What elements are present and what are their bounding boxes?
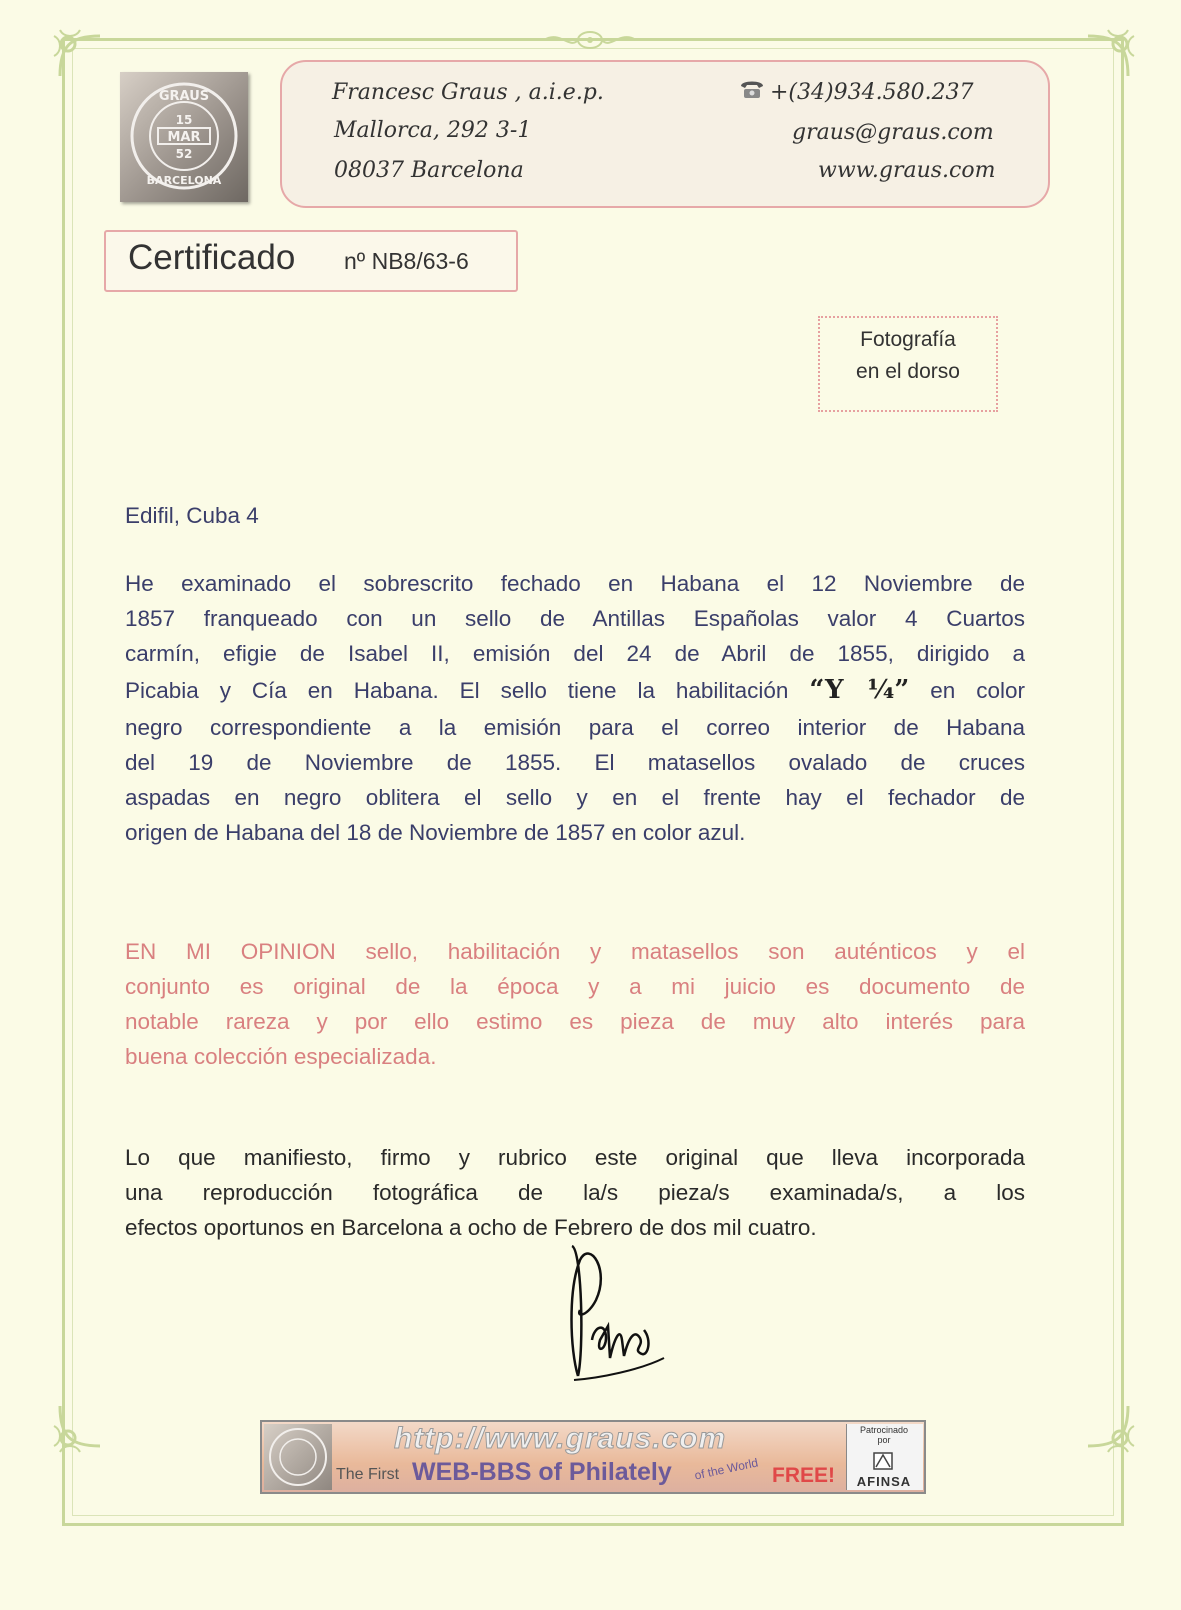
top-ornament-icon	[540, 28, 640, 52]
paragraph-line	[125, 934, 1025, 969]
banner-tagline-prefix: The First	[336, 1466, 400, 1483]
paragraph-line: del 19 de Noviembre de 1855. El matasellos ovalado de cruces	[125, 750, 1025, 775]
letterhead-address-1: Mallorca, 292 3-1	[334, 118, 532, 143]
sponsor-logo-icon	[872, 1452, 894, 1470]
handwritten-signature	[540, 1230, 680, 1400]
catalog-reference: Edifil, Cuba 4	[125, 503, 259, 528]
corner-ornament-icon	[50, 1396, 110, 1456]
banner-free-label: FREE!	[772, 1464, 835, 1487]
opinion-line-rest: sello, habilitación y matasellos son auténticos y el	[335, 939, 1026, 964]
banner-tagline: WEB-BBS of Philately	[412, 1458, 672, 1486]
sponsor-label	[848, 1425, 920, 1445]
letterhead-email[interactable]: graus@graus.com	[792, 120, 994, 145]
certificate-title: Certificado	[128, 238, 296, 277]
sponsor-name: AFINSA	[856, 1474, 912, 1489]
examination-paragraph	[125, 566, 1025, 850]
sponsor-label-line-1: Patrocinado	[859, 1425, 909, 1435]
seal-month: MAR	[167, 130, 201, 145]
certificate-number: nº NB8/63-6	[344, 248, 469, 274]
corner-ornament-icon	[1078, 1396, 1138, 1456]
paragraph-line: efectos oportunos en Barcelona a ocho de Febrero de dos mil cuatro.	[125, 1215, 817, 1240]
banner-url[interactable]: http://www.graus.com	[394, 1422, 727, 1455]
paragraph-line: Lo que manifiesto, firmo y rubrico este original que lleva incorporada	[125, 1145, 1025, 1170]
surcharge-mark: “Y ¼”	[809, 675, 910, 705]
letterhead-address-2: 08037 Barcelona	[334, 158, 524, 183]
seal-year: 52	[175, 147, 193, 161]
letterhead-name: Francesc Graus , a.i.e.p.	[332, 80, 604, 105]
seal-text-bottom: BARCELONA	[146, 174, 222, 187]
line-end: en color	[909, 678, 1025, 703]
paragraph-line: He examinado el sobrescrito fechado en Habana el 12 Noviembre de	[125, 571, 1025, 596]
paragraph-line: aspadas en negro oblitera el sello y en el frente hay el fechador de	[125, 785, 1025, 810]
paragraph-line: 1857 franqueado con un sello de Antillas Españolas valor 4 Cuartos	[125, 606, 1025, 631]
opinion-paragraph	[125, 934, 1025, 1074]
paragraph-line	[125, 671, 1025, 710]
paragraph-line: origen de Habana del 18 de Noviembre de 1857 en color azul.	[125, 820, 746, 845]
letterhead-website[interactable]: www.graus.com	[818, 158, 996, 183]
opinion-label: EN MI OPINION	[125, 939, 336, 964]
paragraph-line: buena colección especializada.	[125, 1044, 437, 1069]
paragraph-line: carmín, efigie de Isabel II, emisión del 24 de Abril de 1855, dirigido a	[125, 641, 1025, 666]
banner-seal-logo	[264, 1424, 332, 1490]
seal-day: 15	[175, 113, 193, 127]
seal-text-top: GRAUS	[158, 89, 210, 104]
sponsor-label-line-2: por	[877, 1435, 891, 1445]
telephone-icon	[738, 78, 766, 100]
letterhead-phone: +(34)934.580.237	[770, 80, 974, 105]
photo-note-line-1: Fotografía	[860, 328, 956, 351]
paragraph-line: negro correspondiente a la emisión para el correo interior de Habana	[125, 715, 1025, 740]
corner-ornament-icon	[50, 26, 110, 86]
line-start: Picabia y Cía en Habana. El sello tiene la habilitación	[125, 678, 810, 703]
paragraph-line: conjunto es original de la época y a mi juicio es documento de	[125, 974, 1025, 999]
corner-ornament-icon	[1078, 26, 1138, 86]
photo-note-line-2: en el dorso	[856, 360, 960, 383]
graus-seal-logo	[120, 72, 248, 202]
banner-tagline-world: of the World	[693, 1455, 760, 1483]
paragraph-line: una reproducción fotográfica de la/s pieza/s examinada/s, a los	[125, 1180, 1025, 1205]
paragraph-line: notable rareza y por ello estimo es pieza de muy alto interés para	[125, 1009, 1025, 1034]
